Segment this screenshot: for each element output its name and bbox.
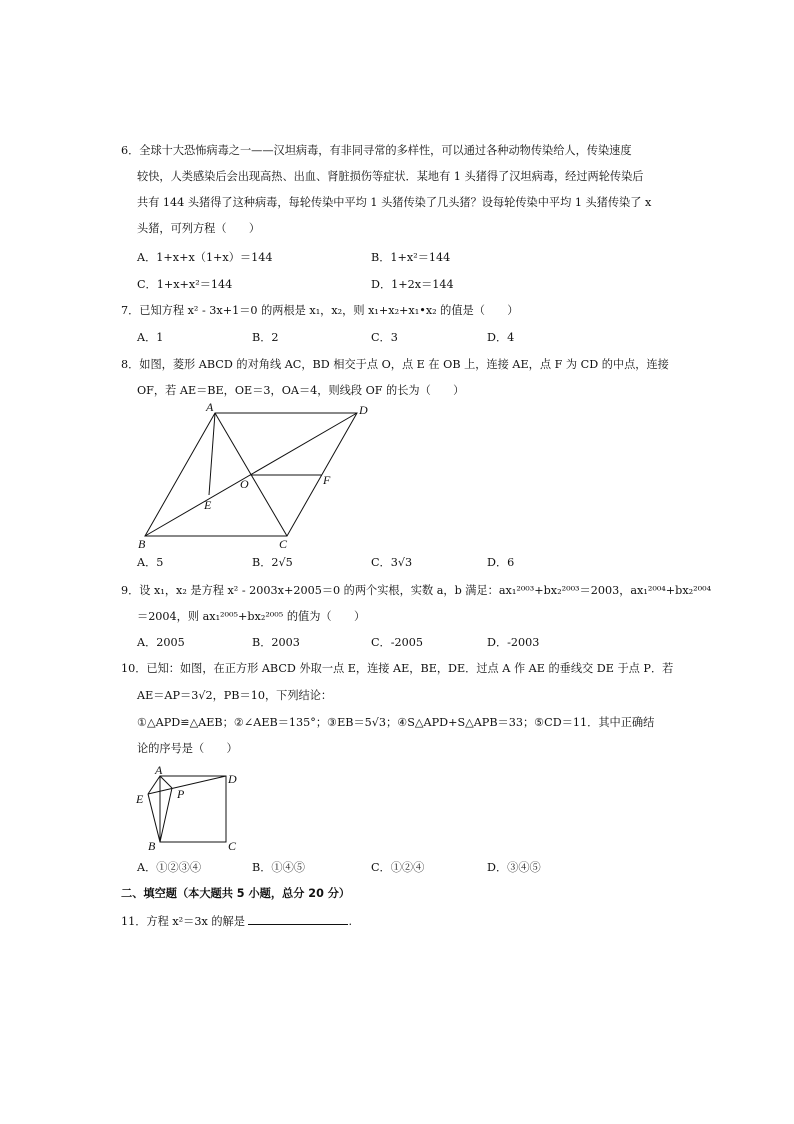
segment-ae (209, 413, 215, 495)
q7-option-b[interactable]: B．2 (252, 331, 279, 344)
q10-stem-line1: 10．已知：如图，在正方形 ABCD 外取一点 E，连接 AE，BE，DE．过点 A 作 AE 的垂线交 DE 于点 P．若 (121, 662, 674, 675)
q6-option-b[interactable]: B．1+x²＝144 (371, 251, 451, 264)
label-c: C (228, 839, 237, 853)
q6-option-a[interactable]: A．1+x+x（1+x）＝144 (137, 251, 273, 264)
section-fill-in-title: 二、填空题（本大题共 5 小题，总分 20 分） (121, 887, 351, 900)
label-o: O (240, 477, 249, 491)
q11-answer-blank[interactable] (248, 914, 348, 925)
segment-be (148, 794, 160, 842)
label-d: D (359, 403, 368, 417)
q6-stem-line4: 头猪，可列方程（ ） (137, 222, 261, 235)
q11-stem (121, 914, 352, 929)
q8-option-a[interactable]: A．5 (137, 556, 164, 569)
q9-option-b[interactable]: B．2003 (252, 636, 300, 649)
q7-option-a[interactable]: A．1 (137, 331, 164, 344)
label-d: D (228, 772, 237, 786)
label-f: F (323, 473, 331, 487)
q7-stem: 7．已知方程 x² ‑ 3x+1＝0 的两根是 x₁，x₂，则 x₁+x₂+x₁•x₂ 的值是（ ） (121, 304, 519, 317)
q8-stem-line1: 8．如图，菱形 ABCD 的对角线 AC，BD 相交于点 O，点 E 在 OB 上，连接 AE，点 F 为 CD 的中点，连接 (121, 358, 669, 371)
q8-rhombus-figure (130, 400, 380, 550)
q9-stem-line1: 9．设 x₁，x₂ 是方程 x² ‑ 2003x+2005＝0 的两个实根，实数 a，b 满足：ax₁²⁰⁰³+bx₂²⁰⁰³＝2003，ax₁²⁰⁰⁴+bx₂²⁰⁰⁴ (121, 584, 712, 597)
q9-stem-line2: ＝2004，则 ax₁²⁰⁰⁵+bx₂²⁰⁰⁵ 的值为（ ） (137, 610, 366, 623)
segment-ap (160, 776, 172, 788)
q10-option-d[interactable]: D．③④⑤ (487, 861, 541, 874)
q11-stem-text: 11．方程 x²＝3x 的解是 (121, 915, 245, 928)
q10-stem-line2: AE＝AP＝3√2，PB＝10，下列结论： (137, 689, 333, 702)
label-b: B (148, 839, 156, 853)
label-c: C (279, 537, 288, 550)
q10-stem-line4: 论的序号是（ ） (137, 742, 238, 755)
q6-stem-line2: 较快，人类感染后会出现高热、出血、肾脏损伤等症状．某地有 1 头猪得了汉坦病毒，经过两轮传染后 (137, 170, 644, 183)
q10-option-b[interactable]: B．①④⑤ (252, 861, 305, 874)
q7-option-d[interactable]: D．4 (487, 331, 515, 344)
segment-pb (160, 788, 172, 842)
q10-square-figure (130, 762, 250, 854)
q10-option-a[interactable]: A．①②③④ (137, 861, 202, 874)
q8-option-c[interactable]: C．3√3 (371, 556, 413, 569)
q9-option-c[interactable]: C．‑2005 (371, 636, 423, 649)
label-b: B (138, 537, 146, 550)
q11-stem-end: . (348, 915, 353, 928)
q6-stem-line3: 共有 144 头猪得了这种病毒，每轮传染中平均 1 头猪传染了几头猪？设每轮传染中平均 1 头猪传染了 x (137, 196, 652, 209)
q9-option-d[interactable]: D．‑2003 (487, 636, 540, 649)
label-e: E (204, 498, 212, 512)
q6-stem-line1: 6．全球十大恐怖病毒之一——汉坦病毒，有非同寻常的多样性，可以通过各种动物传染给人，传染速度 (121, 144, 632, 157)
q8-stem-line2: OF，若 AE＝BE，OE＝3，OA＝4，则线段 OF 的长为（ ） (137, 384, 465, 397)
label-a: A (155, 763, 163, 777)
q8-option-b[interactable]: B．2√5 (252, 556, 293, 569)
q6-option-d[interactable]: D．1+2x＝144 (371, 278, 454, 291)
label-a: A (206, 400, 214, 414)
label-p: P (177, 787, 185, 801)
q10-option-c[interactable]: C．①②④ (371, 861, 425, 874)
label-e: E (136, 792, 144, 806)
q9-option-a[interactable]: A．2005 (137, 636, 185, 649)
q6-option-c[interactable]: C．1+x+x²＝144 (137, 278, 233, 291)
q7-option-c[interactable]: C．3 (371, 331, 398, 344)
q10-stem-line3: ①△APD≌△AEB；②∠AEB＝135°；③EB＝5√3；④S△APD+S△APB＝33；⑤CD＝11．其中正确结 (137, 716, 655, 729)
q8-option-d[interactable]: D．6 (487, 556, 515, 569)
